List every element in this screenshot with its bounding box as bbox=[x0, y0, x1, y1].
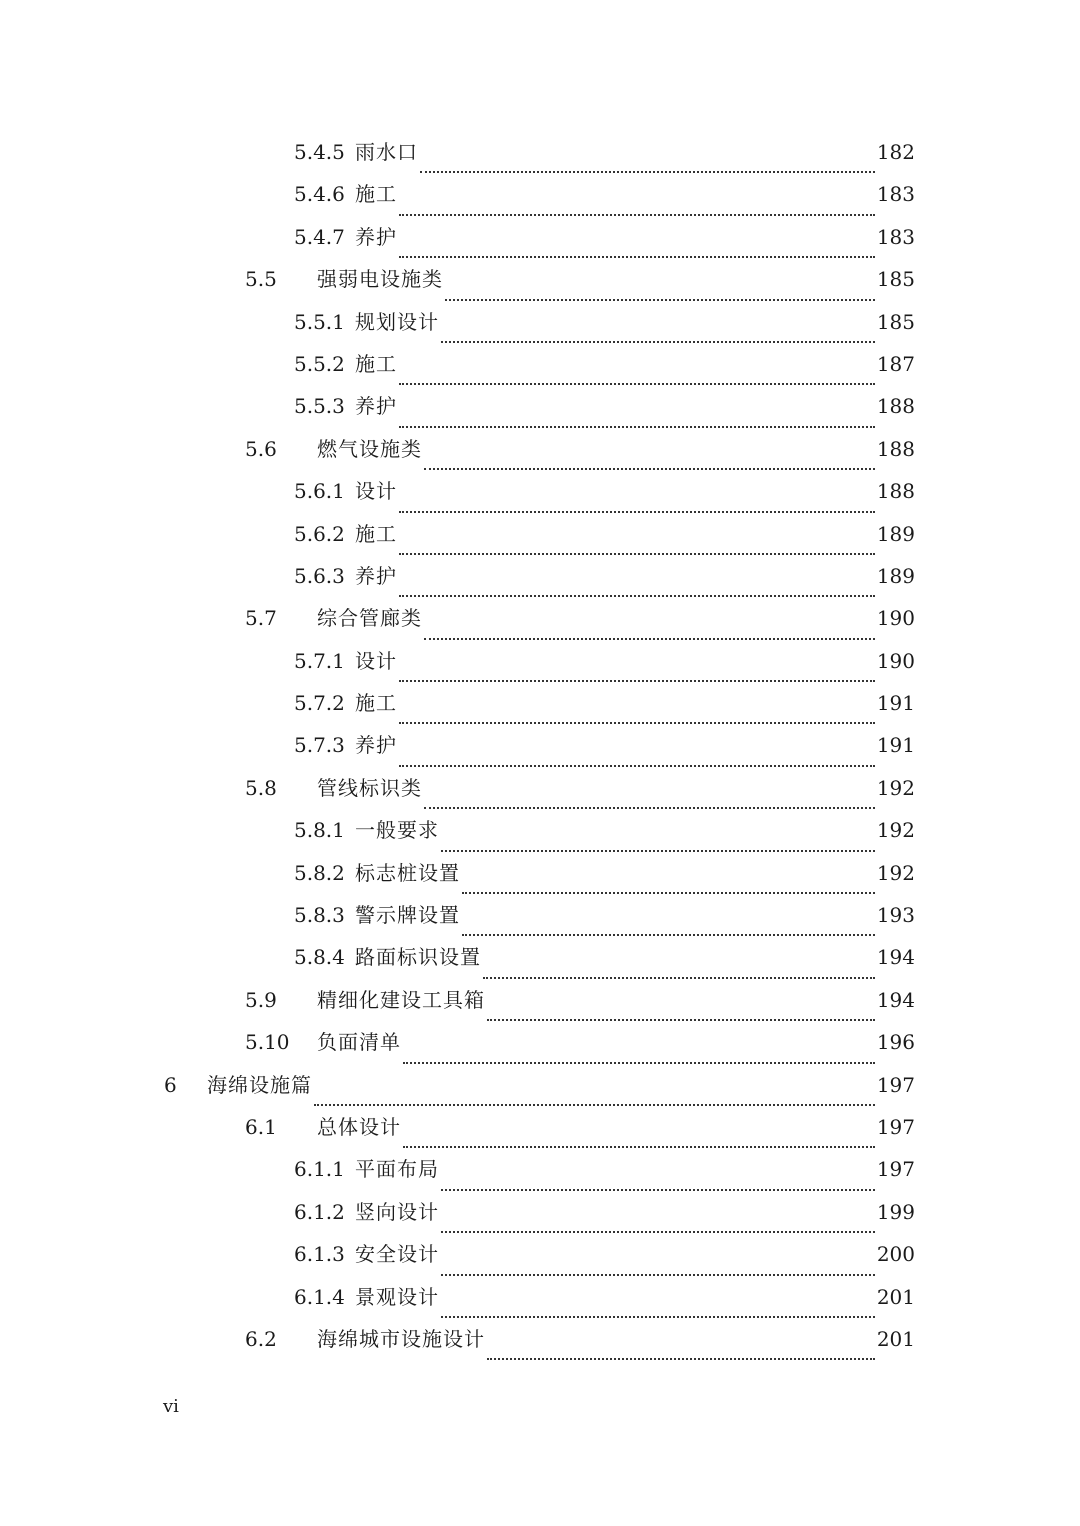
toc-entry-page: 188 bbox=[876, 479, 915, 504]
toc-dot-leader bbox=[399, 581, 875, 597]
toc-entry-page: 197 bbox=[876, 1157, 915, 1182]
toc-entry-number: 5.4.5 bbox=[294, 140, 345, 164]
toc-entry-title: 施工 bbox=[355, 351, 397, 376]
toc-entry-title: 燃气设施类 bbox=[317, 436, 422, 461]
toc-entry-title: 精细化建设工具箱 bbox=[317, 987, 485, 1012]
toc-dot-leader bbox=[424, 793, 875, 809]
toc-entry-title: 综合管廊类 bbox=[317, 606, 422, 631]
toc-dot-leader bbox=[314, 1090, 875, 1106]
toc-entry-page: 183 bbox=[876, 182, 915, 207]
toc-entry-number: 5.6.1 bbox=[294, 479, 345, 504]
toc-entry-title: 雨水口 bbox=[355, 140, 418, 164]
toc-entry[interactable] bbox=[0, 555, 1080, 597]
toc-entry[interactable] bbox=[0, 301, 1080, 343]
toc-entry-number: 6.1.4 bbox=[294, 1284, 345, 1309]
toc-entry-title: 养护 bbox=[355, 733, 397, 758]
toc-entry-page: 188 bbox=[876, 394, 915, 419]
toc-dot-leader bbox=[441, 1175, 875, 1191]
toc-entry-page: 182 bbox=[876, 140, 915, 164]
toc-entry-title: 总体设计 bbox=[317, 1114, 401, 1139]
toc-entry-number: 6.1.2 bbox=[294, 1199, 345, 1224]
toc-entry-title: 安全设计 bbox=[355, 1242, 439, 1267]
toc-dot-leader bbox=[399, 369, 875, 385]
toc-entry[interactable] bbox=[0, 343, 1080, 385]
toc-entry[interactable] bbox=[0, 936, 1080, 978]
toc-dot-leader bbox=[399, 200, 875, 216]
toc-entry[interactable] bbox=[0, 640, 1080, 682]
toc-entry-page: 191 bbox=[876, 733, 915, 758]
toc-entry-title: 负面清单 bbox=[317, 1030, 401, 1055]
toc-entry-title: 路面标识设置 bbox=[355, 945, 481, 970]
toc-entry-number: 5.7.3 bbox=[294, 733, 345, 758]
toc-entry-title: 施工 bbox=[355, 691, 397, 716]
toc-entry[interactable] bbox=[0, 724, 1080, 766]
toc-entry-page: 194 bbox=[876, 945, 915, 970]
toc-entry-page: 197 bbox=[876, 1072, 915, 1097]
toc-entry-page: 192 bbox=[876, 775, 915, 800]
toc-entry-number: 6.2 bbox=[245, 1326, 277, 1351]
toc-entry[interactable] bbox=[0, 428, 1080, 470]
toc-entry-number: 5.7.1 bbox=[294, 648, 345, 673]
toc-dot-leader bbox=[399, 412, 875, 428]
toc-entry[interactable] bbox=[0, 258, 1080, 300]
toc-entry-title: 设计 bbox=[355, 479, 397, 504]
toc-entry-title: 平面布局 bbox=[355, 1157, 439, 1182]
toc-entry-title: 警示牌设置 bbox=[355, 903, 460, 928]
toc-entry-page: 196 bbox=[876, 1030, 915, 1055]
toc-dot-leader bbox=[424, 454, 875, 470]
toc-entry-title: 施工 bbox=[355, 521, 397, 546]
toc-entry-page: 194 bbox=[876, 987, 915, 1012]
toc-entry-number: 5.8.2 bbox=[294, 860, 345, 885]
toc-entry-number: 5.5.3 bbox=[294, 394, 345, 419]
toc-entry[interactable] bbox=[0, 1276, 1080, 1318]
toc-dot-leader bbox=[399, 539, 875, 555]
toc-entry-page: 190 bbox=[876, 648, 915, 673]
toc-dot-leader bbox=[483, 963, 875, 979]
toc-entry-page: 185 bbox=[876, 309, 915, 334]
toc-entry[interactable] bbox=[0, 513, 1080, 555]
toc-entry-title: 施工 bbox=[355, 182, 397, 207]
toc-dot-leader bbox=[441, 1217, 875, 1233]
toc-entry-page: 193 bbox=[876, 903, 915, 928]
toc-entry-number: 5.8.1 bbox=[294, 818, 345, 843]
toc-entry-page: 190 bbox=[876, 606, 915, 631]
toc-dot-leader bbox=[403, 1048, 875, 1064]
toc-entry-page: 189 bbox=[876, 563, 915, 588]
page-number: vi bbox=[163, 1396, 179, 1417]
toc-entry[interactable] bbox=[0, 682, 1080, 724]
toc-entry-title: 养护 bbox=[355, 394, 397, 419]
toc-entry-title: 一般要求 bbox=[355, 818, 439, 843]
toc-entry[interactable] bbox=[0, 1064, 1080, 1106]
toc-entry-page: 187 bbox=[876, 351, 915, 376]
toc-entry-page: 192 bbox=[876, 818, 915, 843]
toc-entry-number: 6.1.3 bbox=[294, 1242, 345, 1267]
toc-entry[interactable] bbox=[0, 470, 1080, 512]
toc-entry-number: 5.8 bbox=[245, 775, 277, 800]
toc-dot-leader bbox=[445, 285, 875, 301]
toc-entry[interactable] bbox=[0, 131, 1080, 173]
toc-entry[interactable] bbox=[0, 809, 1080, 851]
toc-dot-leader bbox=[441, 327, 875, 343]
toc-entry[interactable] bbox=[0, 216, 1080, 258]
toc-entry-number: 6.1 bbox=[245, 1114, 277, 1139]
toc-entry-number: 5.8.4 bbox=[294, 945, 345, 970]
toc-entry-title: 强弱电设施类 bbox=[317, 267, 443, 292]
toc-entry[interactable] bbox=[0, 1148, 1080, 1190]
toc-entry-number: 5.7 bbox=[245, 606, 277, 631]
toc-entry-page: 183 bbox=[876, 224, 915, 249]
toc-entry-page: 197 bbox=[876, 1114, 915, 1139]
toc-entry-page: 191 bbox=[876, 691, 915, 716]
toc-dot-leader bbox=[462, 878, 875, 894]
toc-entry-page: 192 bbox=[876, 860, 915, 885]
toc-dot-leader bbox=[441, 836, 875, 852]
toc-entry-page: 188 bbox=[876, 436, 915, 461]
toc-dot-leader bbox=[487, 1005, 875, 1021]
toc-entry-number: 5.5 bbox=[245, 267, 277, 292]
toc-entry-page: 201 bbox=[876, 1284, 915, 1309]
toc-entry[interactable] bbox=[0, 894, 1080, 936]
toc-dot-leader bbox=[403, 1132, 875, 1148]
toc-entry-title: 管线标识类 bbox=[317, 775, 422, 800]
toc-dot-leader bbox=[462, 920, 875, 936]
toc-entry-number: 5.6 bbox=[245, 436, 277, 461]
toc-dot-leader bbox=[399, 751, 875, 767]
toc-entry-title: 竖向设计 bbox=[355, 1199, 439, 1224]
toc-entry[interactable] bbox=[0, 979, 1080, 1021]
toc-entry-number: 5.6.3 bbox=[294, 563, 345, 588]
toc-entry-number: 5.6.2 bbox=[294, 521, 345, 546]
toc-dot-leader bbox=[424, 624, 875, 640]
toc-entry-number: 5.7.2 bbox=[294, 691, 345, 716]
toc-entry-number: 5.8.3 bbox=[294, 903, 345, 928]
toc-dot-leader bbox=[441, 1302, 875, 1318]
table-of-contents bbox=[0, 131, 1080, 1360]
toc-dot-leader bbox=[399, 666, 875, 682]
toc-entry-title: 设计 bbox=[355, 648, 397, 673]
toc-dot-leader bbox=[399, 708, 875, 724]
toc-entry-title: 规划设计 bbox=[355, 309, 439, 334]
toc-entry[interactable] bbox=[0, 385, 1080, 427]
toc-entry[interactable] bbox=[0, 1106, 1080, 1148]
toc-entry-page: 185 bbox=[876, 267, 915, 292]
toc-entry[interactable] bbox=[0, 1318, 1080, 1360]
toc-dot-leader bbox=[399, 242, 875, 258]
toc-entry-page: 189 bbox=[876, 521, 915, 546]
toc-entry[interactable] bbox=[0, 1021, 1080, 1063]
toc-entry-page: 199 bbox=[876, 1199, 915, 1224]
toc-entry-title: 养护 bbox=[355, 563, 397, 588]
toc-entry-number: 5.9 bbox=[245, 987, 277, 1012]
toc-entry-number: 5.10 bbox=[245, 1030, 290, 1055]
toc-entry-title: 海绵设施篇 bbox=[207, 1072, 312, 1097]
toc-entry-title: 标志桩设置 bbox=[355, 860, 460, 885]
toc-dot-leader bbox=[441, 1260, 875, 1276]
toc-dot-leader bbox=[487, 1344, 875, 1360]
toc-entry-title: 景观设计 bbox=[355, 1284, 439, 1309]
toc-entry-number: 5.4.7 bbox=[294, 224, 345, 249]
toc-entry-page: 200 bbox=[876, 1242, 915, 1267]
toc-entry[interactable] bbox=[0, 1233, 1080, 1275]
toc-entry[interactable] bbox=[0, 767, 1080, 809]
toc-entry-title: 养护 bbox=[355, 224, 397, 249]
toc-entry-number: 5.5.1 bbox=[294, 309, 345, 334]
toc-entry[interactable] bbox=[0, 597, 1080, 639]
toc-entry-number: 6.1.1 bbox=[294, 1157, 345, 1182]
toc-dot-leader bbox=[420, 157, 875, 173]
toc-entry[interactable] bbox=[0, 173, 1080, 215]
toc-entry-number: 6 bbox=[164, 1072, 177, 1097]
toc-entry-number: 5.4.6 bbox=[294, 182, 345, 207]
toc-entry-title: 海绵城市设施设计 bbox=[317, 1326, 485, 1351]
toc-entry[interactable] bbox=[0, 852, 1080, 894]
toc-entry[interactable] bbox=[0, 1191, 1080, 1233]
toc-entry-number: 5.5.2 bbox=[294, 351, 345, 376]
toc-dot-leader bbox=[399, 497, 875, 513]
toc-entry-page: 201 bbox=[876, 1326, 915, 1351]
